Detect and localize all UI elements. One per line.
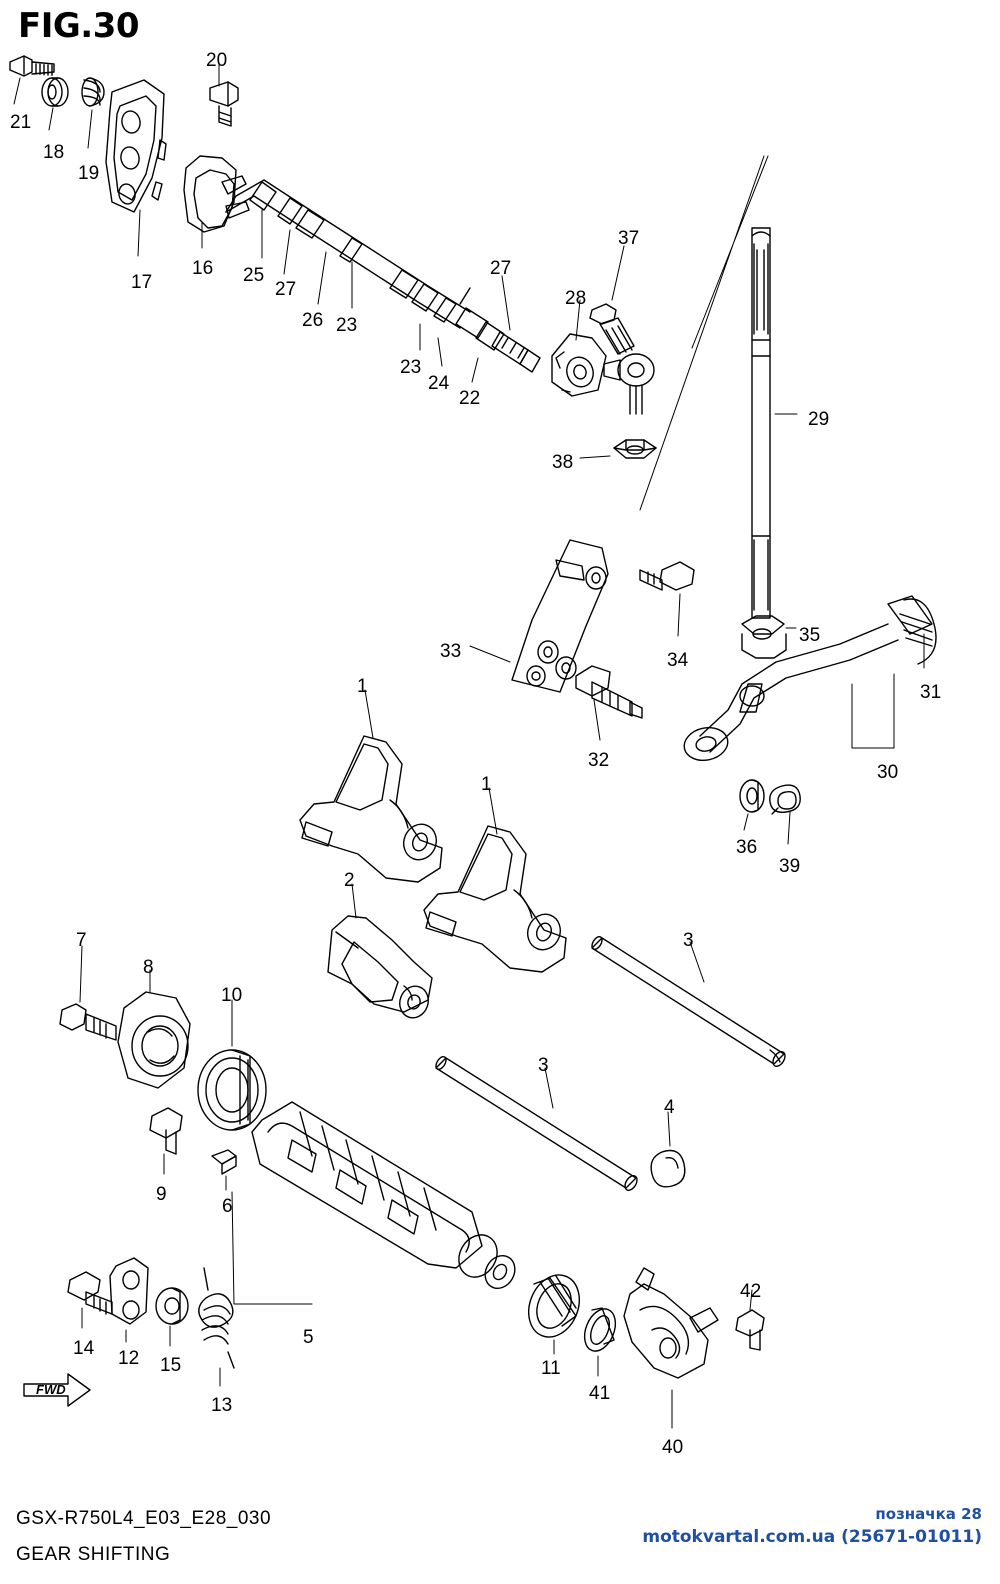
callout-30: 30	[877, 762, 899, 783]
callout-14: 14	[73, 1338, 95, 1359]
callout-20: 20	[206, 50, 228, 71]
callout-23-a: 23	[336, 315, 358, 336]
callout-2: 2	[344, 870, 355, 891]
callout-5: 5	[303, 1327, 314, 1348]
callout-1-a: 1	[357, 676, 368, 697]
callout-9: 9	[156, 1184, 167, 1205]
callout-34: 34	[667, 650, 689, 671]
callout-23-b: 23	[400, 357, 422, 378]
callout-27-upper: 27	[275, 279, 297, 300]
fwd-arrow-label: FWD	[36, 1382, 66, 1397]
callout-18: 18	[43, 142, 65, 163]
callout-25: 25	[243, 265, 265, 286]
callout-42: 42	[740, 1281, 762, 1302]
callout-3-b: 3	[538, 1055, 549, 1076]
callout-26: 26	[302, 310, 324, 331]
callout-11: 11	[541, 1358, 561, 1379]
figure-footer-code: GSX-R750L4_E03_E28_030	[16, 1508, 272, 1529]
callout-38: 38	[552, 452, 574, 473]
callout-39: 39	[779, 856, 801, 877]
callout-27-right: 27	[490, 258, 512, 279]
figure-title: FIG.30	[18, 6, 140, 46]
callout-17: 17	[131, 272, 153, 293]
watermark-line-1: позначка 28	[875, 1505, 982, 1523]
callout-12: 12	[118, 1348, 140, 1369]
callout-7: 7	[76, 930, 87, 951]
watermark-line-2: motokvartal.com.ua (25671-01011)	[642, 1527, 982, 1547]
callout-37: 37	[618, 228, 640, 249]
figure-footer-name: GEAR SHIFTING	[16, 1544, 171, 1565]
callout-16: 16	[192, 258, 214, 279]
callout-24: 24	[428, 373, 450, 394]
callout-10: 10	[221, 985, 243, 1006]
callout-21: 21	[10, 112, 32, 133]
callout-3-a: 3	[683, 930, 694, 951]
callout-29: 29	[808, 409, 830, 430]
callout-8: 8	[143, 957, 154, 978]
callout-6: 6	[222, 1196, 233, 1217]
callout-35: 35	[799, 625, 821, 646]
callout-1-b: 1	[481, 774, 492, 795]
callout-41: 41	[589, 1383, 611, 1404]
callout-33: 33	[440, 641, 462, 662]
callout-40: 40	[662, 1437, 684, 1458]
callout-32: 32	[588, 750, 610, 771]
callout-13: 13	[211, 1395, 233, 1416]
callout-28: 28	[565, 288, 587, 309]
callout-36: 36	[736, 837, 758, 858]
callout-19: 19	[78, 163, 100, 184]
callout-31: 31	[920, 682, 942, 703]
callout-15: 15	[160, 1355, 182, 1376]
callout-22: 22	[459, 388, 481, 409]
callout-4: 4	[664, 1097, 675, 1118]
